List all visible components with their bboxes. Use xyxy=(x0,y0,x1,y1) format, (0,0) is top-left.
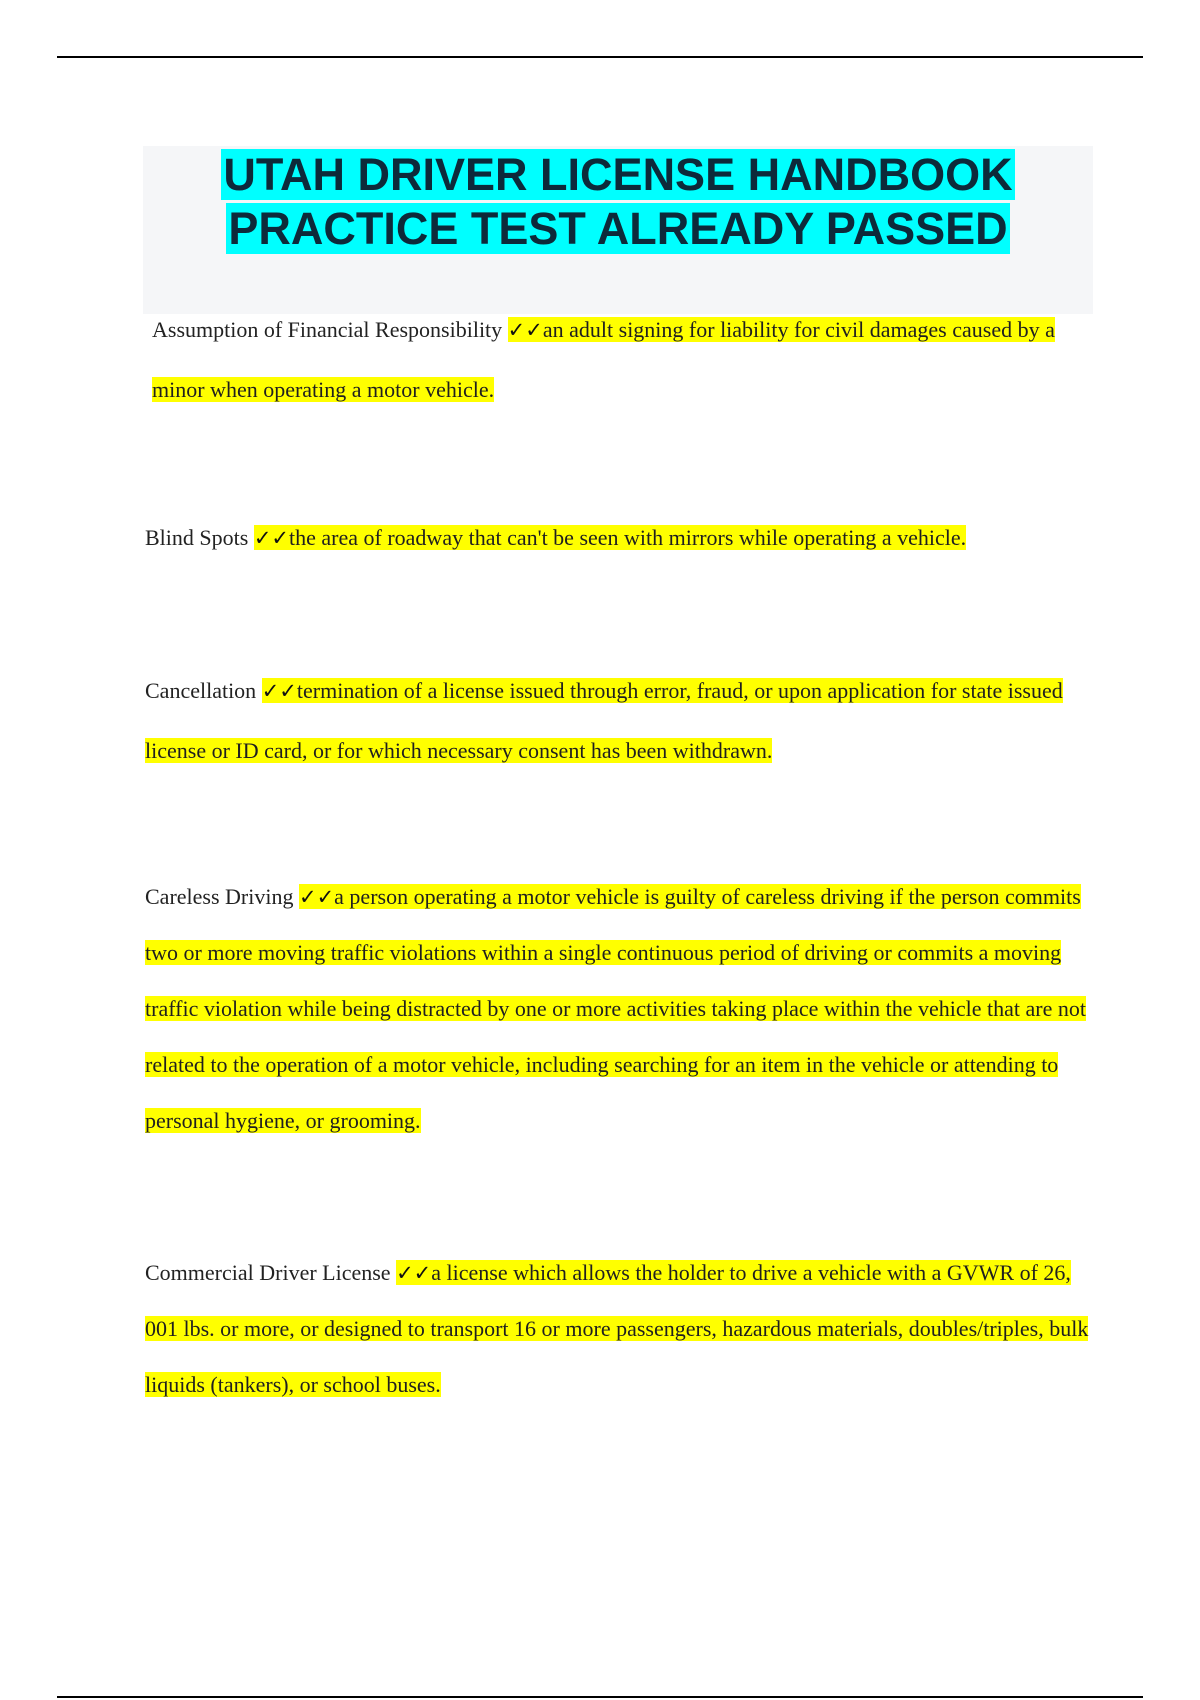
entry-definition-text: the area of roadway that can't be seen with mirrors while operating a vehicle. xyxy=(289,525,967,550)
entry-term: Commercial Driver License xyxy=(145,1260,391,1285)
top-divider xyxy=(57,56,1143,58)
entry-definition xyxy=(254,525,966,550)
title-line-1: UTAH DRIVER LICENSE HANDBOOK xyxy=(223,149,1013,200)
entry-definition-text: termination of a license issued through error, fraud, or upon application for state issued license or ID card, or for which necessary consent has been withdrawn. xyxy=(145,678,1063,763)
double-check-icon: ✓✓ xyxy=(507,318,543,342)
title-line-2: PRACTICE TEST ALREADY PASSED xyxy=(228,203,1008,254)
double-check-icon: ✓✓ xyxy=(396,1261,432,1285)
entry-term: Careless Driving xyxy=(145,884,294,909)
double-check-icon: ✓✓ xyxy=(253,526,290,550)
entry-term: Blind Spots xyxy=(145,525,249,550)
double-check-icon: ✓✓ xyxy=(261,679,297,703)
entry-definition-text: an adult signing for liability for civil damages caused by a minor when operating a motor vehicle. xyxy=(152,317,1055,402)
entry-definition-text: a license which allows the holder to drive a vehicle with a GVWR of 26, 001 lbs. or more, or designed to transport 16 or more passengers, hazardous materials, doubles/triples, bulk liquids (tankers), or school buses. xyxy=(145,1260,1089,1397)
entry-definition-text: a person operating a motor vehicle is guilty of careless driving if the person commits two or more moving traffic violations within a single continuous period of driving or commits a moving traffic violation while being distracted by one or more activities taking place within the vehicle that are not related to the operation of a motor vehicle, including searching for an item in the vehicle or attending to personal hygiene, or grooming. xyxy=(145,884,1087,1133)
definition-entry xyxy=(145,508,1090,568)
page-title xyxy=(143,148,1093,256)
definition-entry xyxy=(145,1245,1090,1413)
double-check-icon: ✓✓ xyxy=(298,885,335,909)
definition-entry xyxy=(145,869,1090,1149)
entry-definition xyxy=(145,884,1086,1133)
entry-term: Cancellation xyxy=(145,678,257,703)
definition-entry xyxy=(152,300,1097,420)
entry-definition xyxy=(145,678,1063,763)
definition-entry xyxy=(145,661,1090,781)
entry-term: Assumption of Financial Responsibility xyxy=(152,317,503,342)
bottom-divider xyxy=(57,1696,1143,1698)
